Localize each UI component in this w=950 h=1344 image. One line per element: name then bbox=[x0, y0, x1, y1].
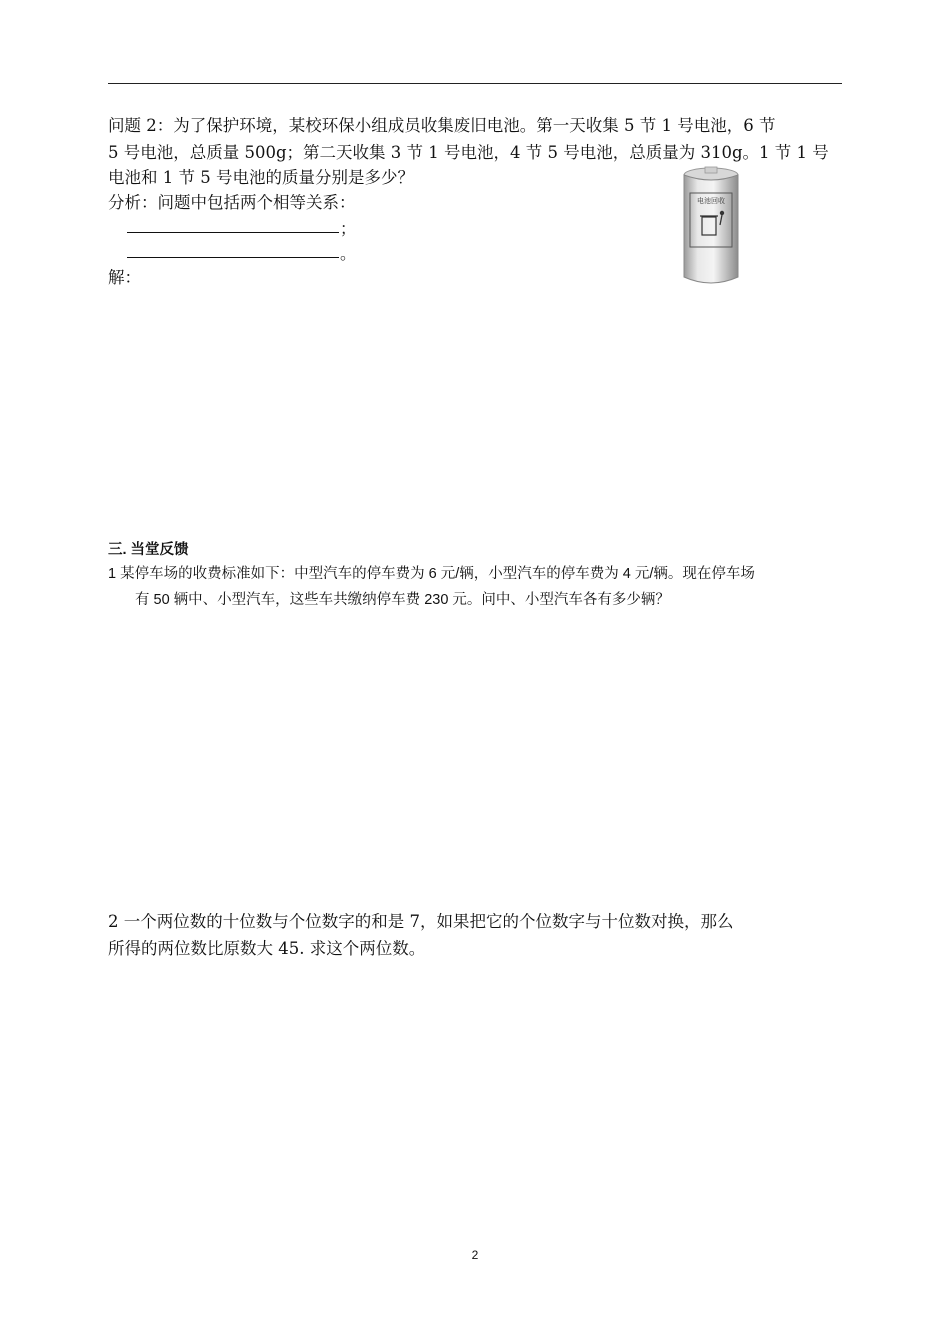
problem2-line1: 问题 2：为了保护环境，某校环保小组成员收集废旧电池。第一天收集 5 节 1 号电池，6 节 bbox=[108, 116, 776, 135]
blank2-punct: 。 bbox=[340, 244, 357, 263]
feedback-q2-line1: 2 一个两位数的十位数与个位数字的和是 7，如果把它的个位数字与十位数对换，那么 bbox=[108, 912, 734, 931]
feedback-q1-line2: 有 50 辆中、小型汽车，这些车共缴纳停车费 230 元。问中、小型汽车各有多少辆？ bbox=[135, 592, 670, 608]
solution-label: 解： bbox=[108, 268, 141, 287]
battery-recycle-bin-image bbox=[680, 165, 742, 287]
feedback-q1-line1: 1 某停车场的收费标准如下：中型汽车的停车费为 6 元/辆，小型汽车的停车费为 4 元/辆。现在停车场 bbox=[108, 566, 755, 582]
header-rule bbox=[108, 83, 842, 84]
analysis-text: 分析：问题中包括两个相等关系： bbox=[108, 193, 356, 212]
answer-blank-1[interactable] bbox=[127, 232, 339, 233]
answer-blank-2[interactable] bbox=[127, 257, 339, 258]
page-number: 2 bbox=[471, 1248, 479, 1262]
feedback-q2-line2: 所得的两位数比原数大 45. 求这个两位数。 bbox=[108, 939, 426, 958]
section3-heading: 三. 当堂反馈 bbox=[108, 542, 189, 558]
problem2-line3: 电池和 1 节 5 号电池的质量分别是多少？ bbox=[108, 168, 414, 187]
image-label: 电池回收 bbox=[697, 197, 725, 205]
problem2-line2: 5 号电池，总质量 500g；第二天收集 3 节 1 号电池，4 节 5 号电池，总质量为 310g。1 节 1 号 bbox=[108, 143, 829, 162]
blank1-punct: ； bbox=[340, 219, 357, 238]
